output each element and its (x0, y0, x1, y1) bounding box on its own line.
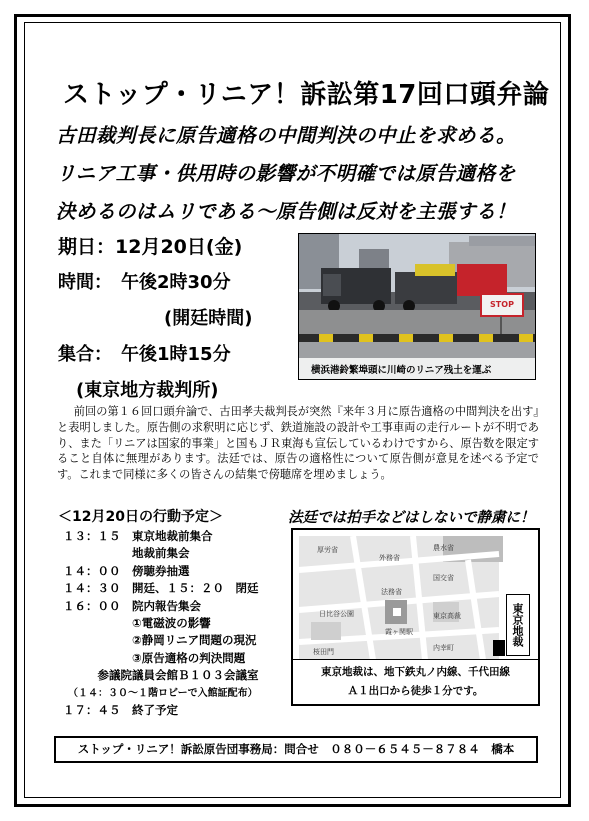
map-label: 日比谷公園 (319, 610, 354, 618)
schedule-item: 参議院議員会館Ｂ１０３会議室 (63, 668, 259, 683)
quiet-notice: 法廷では拍手などはしないで静粛に！ (288, 510, 535, 526)
hearing-time: 時間： 午後2時30分 (58, 272, 231, 293)
schedule-item: １４：３０ 開廷、１５：２０ 閉廷 (63, 581, 259, 596)
dump-truck-photo (298, 233, 536, 380)
schedule-heading: ＜12月20日の行動予定＞ (58, 509, 223, 525)
court-map-tag: 東京地裁 (506, 594, 530, 656)
subtitle-line-2: リニア工事・供用時の影響が不明確では原告適格を (56, 162, 516, 185)
map-label: 法務省 (381, 588, 402, 596)
map-label: 桜田門 (313, 648, 334, 656)
schedule-item: １６：００ 院内報告集会 (63, 598, 201, 613)
schedule-item: １３：１５ 東京地裁前集合 (63, 529, 213, 543)
map-label: 霞ヶ関駅 (385, 628, 413, 636)
photo-stop-sign-text: STOP (490, 300, 514, 309)
gather-time: 集合： 午後1時15分 (58, 344, 231, 365)
hearing-date: 期日：12月20日(金) (58, 236, 243, 258)
court-place: (東京地方裁判所) (76, 380, 219, 401)
schedule-list (63, 528, 259, 719)
map-label: 国交省 (433, 574, 454, 582)
map-caption-line-1: 東京地裁は、地下鉄丸ノ内線、千代田線 (321, 666, 510, 678)
open-time-label: (開廷時間) (164, 308, 253, 329)
court-map (291, 528, 540, 706)
schedule-item: ①電磁波の影響 (63, 615, 211, 630)
body-paragraph: 前回の第１６回口頭弁論で、古田孝夫裁判長が突然『来年３月に原告適格の中間判決を出す』と表明しました。原告側の求釈明に応じず、鉄道施設の設計や工事車両の走行ルートが不明であり、また「リニアは国家的事業」と国もＪＲ東海も宣伝しているわけですから、原告数を限定すること自体に無理があります。法廷では、原告の適格性について原告側が意見を述べる予定です。これまで同様に多くの皆さんの結集で傍聴席を埋めましょう。 (57, 405, 539, 482)
map-label: 東京高裁 (433, 612, 461, 620)
schedule-item: 地裁前集会 (63, 546, 190, 561)
page-title: ストップ・リニア！訴訟第17回口頭弁論 (63, 80, 550, 110)
map-label: 厚労省 (317, 546, 338, 554)
map-label: 外務省 (379, 554, 400, 562)
schedule-item: （１４：３０～１階ロビーで入館証配布） (63, 687, 258, 699)
subtitle-line-1: 古田裁判長に原告適格の中間判決の中止を求める。 (56, 124, 517, 147)
photo-caption: 横浜港鈴繁埠頭に川崎のリニア残土を運ぶ (311, 365, 492, 376)
schedule-item: ③原告適格の判決問題 (63, 650, 246, 665)
map-caption-line-2: Ａ１出口から徒歩１分です。 (347, 685, 484, 697)
map-label: 内幸町 (433, 644, 454, 652)
map-access-caption (293, 659, 538, 704)
schedule-item: １７：４５ 終了予定 (63, 702, 178, 717)
map-label: 農水省 (433, 544, 454, 552)
contact-footer: ストップ・リニア！訴訟原告団事務局：問合せ ０８０－６５４５－８７８４ 橋本 (54, 736, 538, 763)
schedule-item: １４：００ 傍聴券抽選 (63, 563, 190, 578)
subtitle-line-3: 決めるのはムリである～原告側は反対を主張する！ (56, 200, 517, 223)
schedule-item: ②静岡リニア問題の現況 (63, 633, 257, 648)
